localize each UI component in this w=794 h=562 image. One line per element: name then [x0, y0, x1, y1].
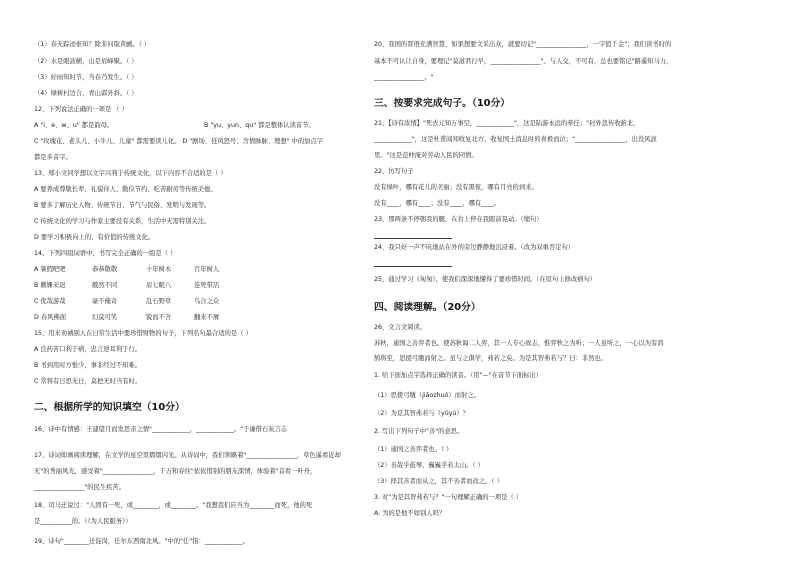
q13-option-c: C 传统文化的学习与作家主要没有关系，生活中无需特别关注。 — [34, 218, 211, 225]
q11-option-4: （4）绿树村边合，青山郭外斜。（ ） — [34, 90, 138, 97]
q16: 16、诗中有情感：王建望月而发思亲之情"____________，____________。"于谦借石灰言志 — [34, 426, 288, 433]
q20-line-3: ________________。" — [374, 74, 434, 81]
q22-example: 没有绿叶，哪有花儿的美丽；没有黑夜，哪有月亮的到来。 — [374, 184, 538, 191]
q15-option-a: A 良药苦口利于病，忠言逆耳利于行。 — [34, 346, 142, 353]
q12-option-c: C "玫瑰花、老头儿、小牛儿、儿童" 都需要读儿化。 D "剧场、狂风怒号、含情脉脉、理想" 中的加点字 — [34, 138, 324, 145]
q14-a-1: A 暑假吧吧 — [34, 266, 66, 273]
q21-line-1: 21、【诗有浓情】"死去元知万事空，____________"，这是陆游永远的牵挂；"封外忽传收蓟北， — [374, 120, 640, 127]
q14-d-1: D 春风佛面 — [34, 314, 67, 321]
q22-blanks: 没有____，哪有____；没有____，哪有____。 — [374, 200, 500, 207]
q26-2-a: （1）通国之善弈者也。（ ） — [374, 446, 453, 453]
q26-2-c: （3）择其善者而从之，其不善者而改之。（ ） — [374, 478, 503, 485]
q14-b-2: 戳然不同 — [92, 282, 118, 289]
q26-1-b: （2）为是其智弗若与（yǔyú）？ — [374, 410, 470, 417]
q14-d-2: 幻莫可笑 — [92, 314, 118, 321]
q11-option-1: （1）春无踪迹谁知？除非问取黄鹂。（ ） — [34, 41, 151, 48]
q26-passage-1: 苏秋，通国之善弈者也。使苏秋诲二人弈，其一人专心致志，惟弈秋之为听；一人虽听之，一心以为有鸿 — [374, 340, 664, 347]
q26-1-a: （1）思援弓缴（jiǎozhuó）而射之。 — [374, 392, 480, 399]
q14-c-1: C 优哉游哉 — [34, 298, 66, 305]
q14-c-4: 鸟合之众 — [194, 298, 220, 305]
q14-b-1: B 姗姗来迟 — [34, 282, 66, 289]
q26-stem: 26、文言文阅读。 — [374, 324, 427, 331]
q26-2-b: （2）善哉乎鼓琴，巍巍乎若太山。（ ） — [374, 462, 484, 469]
q14-b-3: 眉七眼八 — [146, 282, 172, 289]
q12-option-b: B "yu、yun、qu" 都是整体认读音节。 — [204, 122, 315, 129]
q21-line-2: ____________"，这是杜甫闻知收复北方，收复国土消息时的喜极而泣；"________________，出没风波 — [374, 136, 657, 143]
section-3-heading: 三、按要求完成句子。（10分） — [374, 98, 511, 109]
q18-line-2: 是__________的。（《为人民服务》） — [34, 518, 132, 525]
q12-stem: 12、下列说法正确的一项是 （ ） — [34, 106, 128, 113]
q17-line-3: ________________"的民生疾苦。 — [34, 484, 126, 491]
q20-line-2: 基本不可认让自身，要理记"莫道君行早，________________"。与人交，不可有，总也要铭记"路遥知马力， — [374, 58, 673, 65]
q23: 23、那两条不停朝我的腿，在台上停在我眼前晃动。（缩句） — [374, 216, 543, 223]
q15-option-c: C 常将有日思无日，莫把无时当有时。 — [34, 378, 142, 385]
q20-line-1: 20、我国的晋语充满智慧，如果想要文采出众，就要切记"________________，一字值千金"；我们读书时的 — [374, 41, 672, 48]
q17-line-2: 无"的秀丽风光，感受着"________________，千万和春住"依依惜别的朋友深情，体验着"首看一叶舟， — [34, 468, 317, 475]
q14-d-4: 翻来不屑 — [194, 314, 220, 321]
q26-2-stem: 2. 写出下列句子中"善"的意思。 — [374, 428, 464, 435]
q15-stem: 15、用来劝诫别人在日常生活中要珍惜财物的句子，下列名句最合适的是（ ） — [34, 330, 252, 337]
q14-a-4: 百年树人 — [194, 266, 220, 273]
q11-option-2: （2）水是眼波横，山是眉峰聚。（ ） — [34, 58, 138, 65]
q21-line-3: 里。"这是范仲淹对劳动人民的同情。 — [374, 152, 478, 159]
q13-option-b: B 要多了解历史人物、传统节日、节气与民俗、发明与发现等。 — [34, 202, 211, 209]
q13-stem: 13、郑小文同学想以文字兴利于传统文化，以下内容不合适的是（ ） — [34, 170, 227, 177]
q13-option-a: A 要养成尊敬长辈、礼貌待人、勤俭节约、吃苦耐劳等传统美德。 — [34, 186, 217, 193]
q23-answer-line[interactable] — [374, 238, 452, 239]
q22-stem: 22、仿写句子 — [374, 168, 414, 175]
q24-answer-line[interactable] — [374, 266, 452, 267]
q14-c-2: 豪不掩奇 — [92, 298, 118, 305]
q13-option-d: D 要学习积极向上的、有价值的传统文化。 — [34, 234, 155, 241]
q26-3-a: A. 为的是他不如别人吗？ — [374, 510, 446, 517]
q19: 19、诗句"________迁淀岗，任尔东西南北风。"中的"任"指：____________。 — [34, 538, 249, 545]
q26-passage-2: 鹄将至，思援弓缴而射之。虽与之俱学，弗若之矣。为是其智弗若与？曰：非然也。 — [374, 355, 607, 362]
q14-stem: 14、下列四组词语中，书写完全正确的一组是（ ） — [34, 250, 177, 257]
q24: 24、我只好一声不吭地站在外的旁边静静地沉浸着。（改为双重否定句） — [374, 244, 575, 251]
q14-a-2: 恭恭敬敬 — [92, 266, 118, 273]
q14-a-3: 十年树木 — [146, 266, 172, 273]
q17-line-1: 17、诗词如画阅读理解，在文学的星空里熠熠闪光。从诗词中，我们领略着"________________，草色遥看近却 — [34, 452, 341, 459]
q14-d-3: 锐而不舍 — [146, 314, 172, 321]
q25: 25、通过学习《匆匆》，使我们深深地懂得了要珍惜时间。（在原句上修改病句） — [374, 276, 597, 283]
q15-option-b: B 书到用时方恨少，事非经过不知难。 — [34, 362, 142, 369]
q12-option-a: A "i、e、w、u" 都是韵母。 — [34, 122, 114, 129]
q14-c-3: 乱石野草 — [146, 298, 172, 305]
q26-3-stem: 3. 对"为是其智弗若与？"一句理解正确的一项是（ ） — [374, 494, 523, 501]
q12-option-c-cont: 都是多音字。 — [34, 154, 72, 161]
q14-b-4: 连死带活 — [194, 282, 220, 289]
q18-line-1: 18、司马迁说过："人固有一死，或________，或________。"我想我们应当为________而死，他的死 — [34, 502, 313, 509]
section-2-heading: 二、根据所学的知识填空（10分） — [34, 402, 185, 413]
section-4-heading: 四、阅读理解。（20分） — [374, 302, 481, 313]
q11-option-3: （3）好雨知时节，当春乃发生。（ ） — [34, 74, 138, 81]
q26-1-stem: 1. 给下面加点字选择正确的读音。（用"—"在音节下面标出） — [374, 372, 543, 379]
